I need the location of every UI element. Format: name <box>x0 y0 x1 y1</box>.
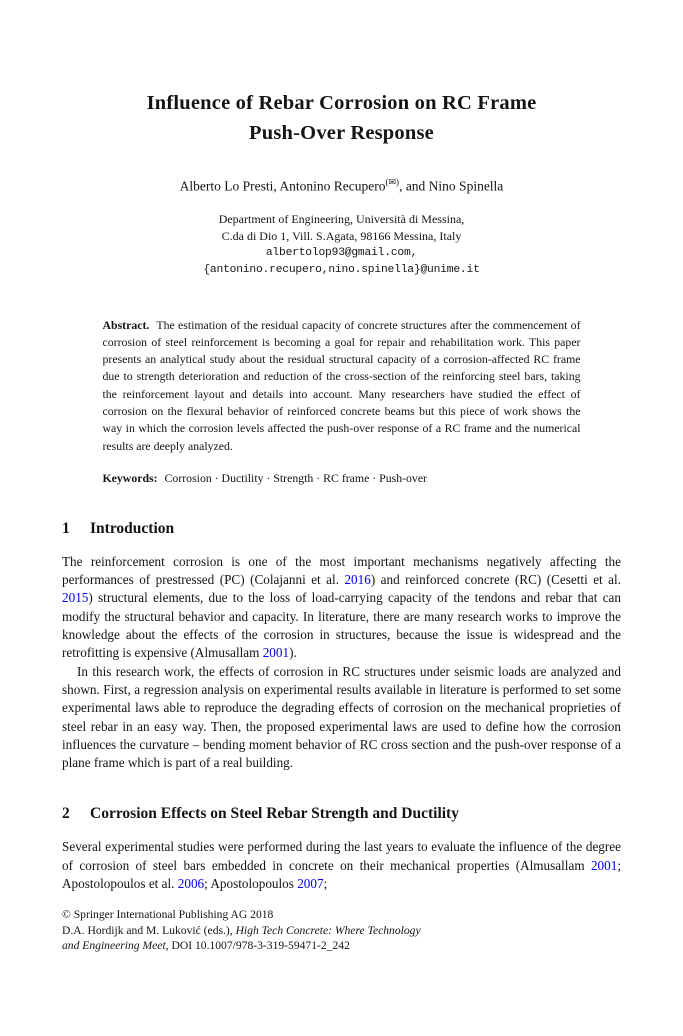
abstract-section <box>103 317 581 455</box>
text-segment: Several experimental studies were performed during the last years to evaluate the influence of the degree of corrosion of steel bars embedded in concrete on their mechanical properties (Almusallam <box>62 839 621 873</box>
editors-line <box>62 923 621 939</box>
paper-title-line-2: Push-Over Response <box>249 122 434 144</box>
author-email-primary: albertolop93@gmail.com, <box>265 246 418 259</box>
affiliation-block <box>0 211 683 279</box>
text-segment: , and Nino Spinella <box>399 178 504 194</box>
abstract-text: The estimation of the residual capacity of concrete structures after the commencement of corrosion of steel reinforcement is becoming a goal for repair and rehabilitation work. This paper presents an analytical study about the residual structural capacity of a corrosion-affected RC frame due to strength deterioration and reduction of the cross-section of the reinforcing steel bars, taking the reinforcement layout and details into account. Many researchers have studied the effect of corrosion on the flexural behavior of reinforced concrete beams but this piece of work shows the way in which the corrosion levels affected the push-over response of a RC frame and the numerical results are deeply analyzed. <box>102 317 581 453</box>
copyright-line: © Springer International Publishing AG 2018 <box>62 908 274 922</box>
text-segment: ) and reinforced concrete (RC) (Cesetti et al. <box>370 572 621 588</box>
body-column <box>62 519 621 893</box>
paper-title <box>0 0 683 148</box>
citation-link[interactable]: 2006 <box>177 876 205 892</box>
paragraph <box>62 838 621 893</box>
text-segment: ; <box>323 876 328 892</box>
text-segment: and Engineering Meet <box>62 939 166 953</box>
publisher-footer <box>62 907 621 954</box>
author-list <box>0 174 683 195</box>
citation-link[interactable]: 2016 <box>344 572 371 588</box>
paper-title-line-1: Influence of Rebar Corrosion on RC Frame <box>146 92 537 114</box>
citation-link[interactable]: 2001 <box>262 645 290 661</box>
text-segment: ) structural elements, due to the loss of load-carrying capacity of the tendons and rebar that can modify the structural behavior and capacity. In literature, there are many research works to improve the knowledge about the effects of the corrosion in structures, because the issue is widespread and the retrofitting is expensive (Almusallam <box>62 590 621 661</box>
text-segment: In this research work, the effects of corrosion in RC structures under seismic loads are analyzed and shown. First, a regression analysis on experimental results available in literature is performed to set some experimental laws able to reproduce the degrading effects of corrosion on the mechanical proprieties of steel rebar in an easy way. Then, the proposed experimental laws are used to define how the corrosion influences the curvature – bending moment behavior of RC cross section and the push-over response of a plane frame which is part of a real building. <box>62 663 621 771</box>
corresponding-author-mark: (✉) <box>385 177 400 187</box>
paragraph <box>62 553 621 663</box>
text-segment: ; Apostolopoulos et al. <box>62 857 621 892</box>
affiliation-address: C.da di Dio 1, Vill. S.Agata, 98166 Messina, Italy <box>221 228 462 243</box>
text-segment: D.A. Hordijk and M. Luković (eds.), <box>62 923 236 937</box>
section-title: Introduction <box>90 519 175 537</box>
keywords-text: Corrosion · Ductility · Strength · RC frame · Push-over <box>164 470 427 485</box>
section-heading-corrosion-effects <box>62 804 621 824</box>
text-segment: ). <box>289 645 297 661</box>
keywords-label: Keywords: <box>102 470 158 485</box>
affiliation-department: Department of Engineering, Università di Messina, <box>218 211 465 226</box>
section-title: Corrosion Effects on Steel Rebar Strength and Ductility <box>90 805 459 823</box>
doi-line <box>62 938 621 954</box>
citation-link[interactable]: 2001 <box>590 857 618 873</box>
abstract-label: Abstract. <box>102 317 150 332</box>
text-segment: The reinforcement corrosion is one of the most important mechanisms negatively affecting the performances of prestressed (PC) (Colajanni et al. <box>62 553 621 588</box>
author-email-group: {antonino.recupero,nino.spinella}@unime.it <box>203 263 480 276</box>
text-segment: , DOI 10.1007/978-3-319-59471-2_242 <box>165 939 350 953</box>
text-segment: ; Apostolopoulos <box>204 876 298 892</box>
paragraph <box>62 663 621 773</box>
section-number: 1 <box>62 519 70 537</box>
citation-link[interactable]: 2015 <box>62 590 89 606</box>
section-number: 2 <box>62 805 70 823</box>
text-segment: High Tech Concrete: Where Technology <box>235 923 421 937</box>
text-segment: Alberto Lo Presti, Antonino Recupero <box>179 178 386 194</box>
keywords-section <box>103 470 581 487</box>
section-heading-introduction <box>62 519 621 539</box>
citation-link[interactable]: 2007 <box>297 876 324 892</box>
